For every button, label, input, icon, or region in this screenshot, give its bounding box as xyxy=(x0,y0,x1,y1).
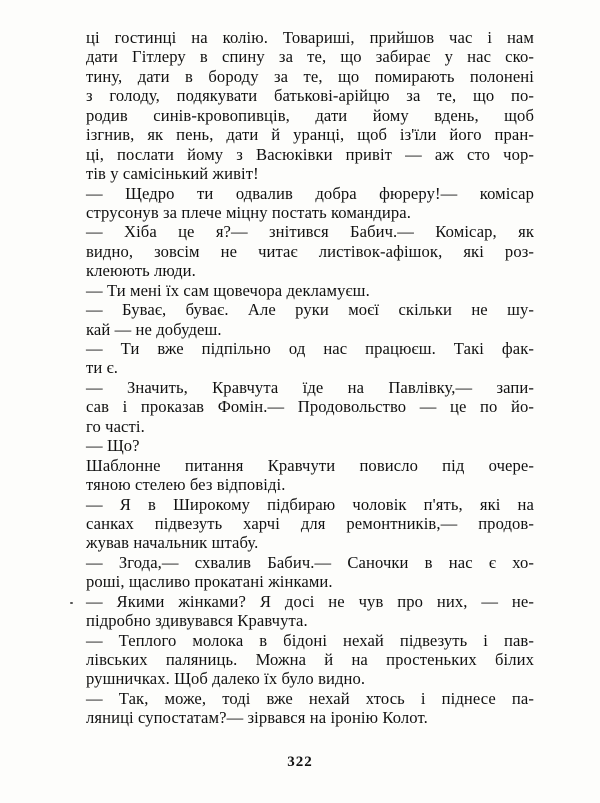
page-number: 322 xyxy=(287,754,313,770)
text-line: ти є. xyxy=(86,358,119,378)
text-line: роші, щасливо прокатані жінками. xyxy=(86,572,333,592)
text-line: лівських паляниць. Можна й на простеньких білих xyxy=(86,650,534,669)
text-line: санках підвезуть харчі для ремонтників,— продов- xyxy=(86,513,534,533)
text-line: кай — не добудеш. xyxy=(86,319,222,339)
text-line: — Що? xyxy=(86,436,140,456)
text-line: дати Гітлеру в спину за те, що забирає у нас ско- xyxy=(86,47,534,67)
text-line: підробно здивувався Кравчута. xyxy=(86,611,308,631)
text-line: видно, зовсім не читає листівок-афішок, які роз- xyxy=(86,241,534,261)
text-line: родив синів-кровопивців, дати йому вдень, щоб xyxy=(86,105,534,125)
text-line: тяною стелею без відповіді. xyxy=(86,475,286,495)
text-line: — Ти мені їх сам щовечора декламуєш. xyxy=(86,280,370,300)
text-line: ляниці супостатам?— зірвався на іронію Колот. xyxy=(86,708,428,728)
text-line: клеюють люди. xyxy=(86,261,196,281)
text-line: тину, дати в бороду за те, що помирають полонені xyxy=(86,66,534,86)
text-line: — Я в Широкому підбираю чоловік п'ять, які на xyxy=(86,494,534,514)
body-text xyxy=(86,28,534,728)
text-line: го часті. xyxy=(86,416,145,436)
text-line: — Теплого молока в бідоні нехай підвезуть і пав- xyxy=(86,630,534,650)
text-line: ці гостинці на колію. Товариші, прийшов час і нам xyxy=(86,28,534,47)
text-line: ці, послати йому з Васюківки привіт — аж сто чор- xyxy=(86,144,534,164)
text-line: з голоду, подякувати батькові-арійцю за те, що по- xyxy=(86,86,534,106)
text-line: жував начальник штабу. xyxy=(86,533,259,553)
text-line: — Значить, Кравчута їде на Павлівку,— запи- xyxy=(86,377,534,397)
text-line: — Так, може, тоді вже нехай хтось і піднесе па- xyxy=(86,688,534,708)
text-line: — Буває, буває. Але руки моєї скільки не шу- xyxy=(86,300,534,320)
text-line: сав і проказав Фомін.— Продовольство — це по йо- xyxy=(86,397,534,417)
text-line: — Якими жінками? Я досі не чув про них, — не- xyxy=(86,591,534,611)
text-line: рушничках. Щоб далеко їх було видно. xyxy=(86,669,366,689)
text-line: Шаблонне питання Кравчути повисло під очере- xyxy=(86,455,534,475)
text-line: — Щедро ти одвалив добра фюреру!— комісар xyxy=(86,183,534,203)
text-line: — Згода,— схвалив Бабич.— Саночки в нас є хо- xyxy=(86,552,534,572)
text-line: — Хіба це я?— знітився Бабич.— Комісар, як xyxy=(86,222,534,242)
print-speck xyxy=(70,602,73,604)
text-line: ізгнив, як пень, дати й уранці, щоб із'їли його пран- xyxy=(86,125,534,145)
text-line: тів у самісінький живіт! xyxy=(86,164,259,184)
text-line: — Ти вже підпільно од нас працюєш. Такі фак- xyxy=(86,339,534,358)
text-line: струсонув за плече міцну постать командира. xyxy=(86,202,411,222)
